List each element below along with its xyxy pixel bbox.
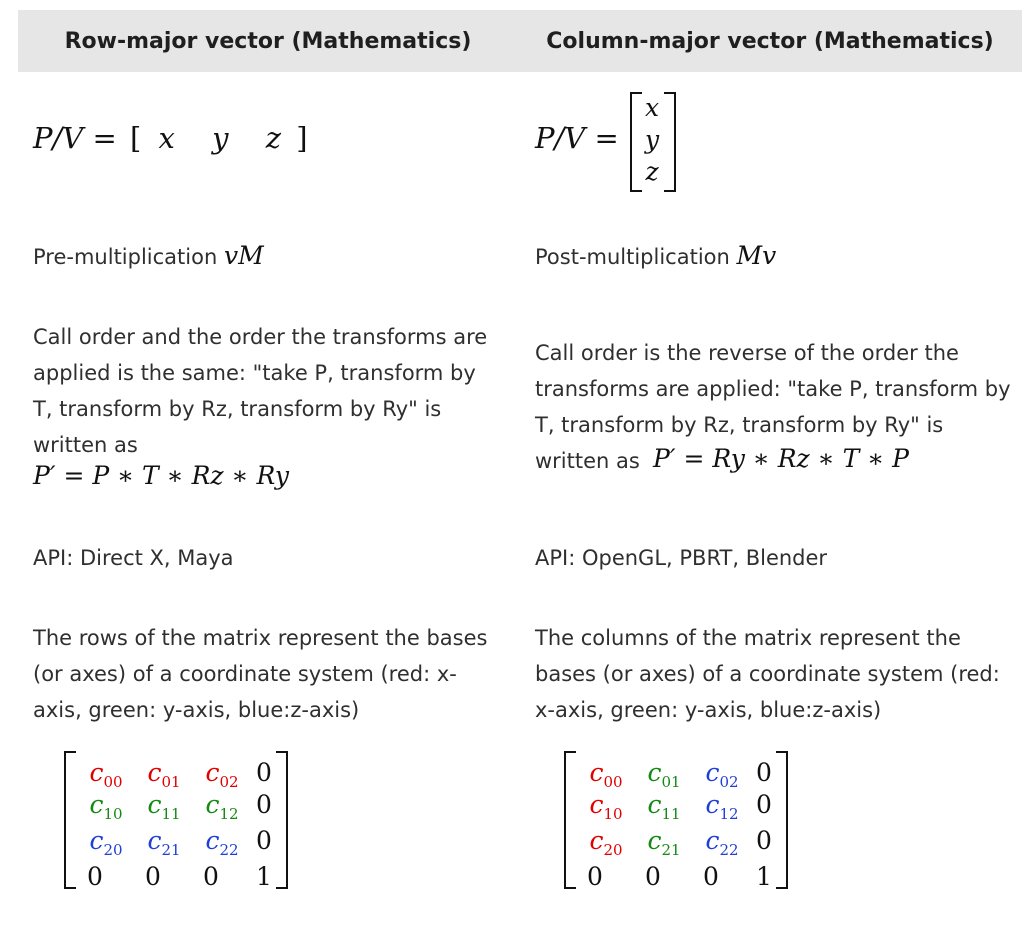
column-major-matrix [564, 751, 788, 889]
matrix-cell-0: 0 [587, 862, 603, 891]
column-major-api: API: OpenGL, PBRT, Blender [535, 546, 828, 570]
matrix-cell-c00: $c_{00}$ [89, 758, 123, 791]
matrix-cell-1: 1 [256, 862, 272, 891]
column-vector-values [645, 92, 659, 188]
matrix-cell-c20: $c_{20}$ [589, 826, 623, 859]
pre-multiplication-label: Pre-multiplication [33, 245, 218, 269]
matrix-cell-c10: $c_{10}$ [589, 790, 623, 823]
column-vector-y: y [645, 125, 660, 154]
matrix-cell-0: 0 [87, 862, 103, 891]
row-major-call-order [33, 319, 488, 463]
matrix-cell-c00: $c_{00}$ [589, 758, 623, 791]
column-vector-left-bracket [630, 92, 642, 192]
matrix-cell-c12: $c_{12}$ [205, 790, 239, 823]
matrix-cell-0: 0 [756, 758, 772, 787]
matrix-cell-0: 0 [645, 862, 661, 891]
matrix-cell-c02: $c_{02}$ [705, 758, 739, 791]
matrix-cell-c11: $c_{11}$ [147, 790, 181, 823]
matrix-cell-c22: $c_{22}$ [705, 826, 739, 859]
row-vector-right-bracket: ] [296, 121, 308, 155]
column-major-header: Column-major vector (Mathematics) [546, 28, 994, 54]
table-header [18, 10, 1022, 72]
matrix-cell-c21: $c_{21}$ [147, 826, 181, 859]
row-vector-left-bracket: [ [129, 121, 142, 155]
matrix-cell-c20: $c_{20}$ [89, 826, 123, 859]
column-major-basis-description: The columns of the matrix represent the bases (or axes) of a coordinate system (red: x-axis, green: y-axis, blue:z-axis) [535, 626, 1000, 722]
row-major-call-order-equation: P′ = P ∗ T ∗ Rz ∗ Ry [33, 461, 289, 490]
matrix-cell-0: 0 [756, 826, 772, 855]
column-vector-label: P/V = [535, 121, 619, 155]
matrix-cell-c22: $c_{22}$ [205, 826, 239, 859]
matrix-cell-0: 0 [145, 862, 161, 891]
matrix-cell-0: 0 [203, 862, 219, 891]
post-multiplication-row [535, 238, 1015, 275]
row-vector-label: P/V = [33, 121, 117, 155]
row-major-matrix [64, 751, 288, 889]
row-vector-equation [33, 118, 308, 158]
matrix-cell-0: 0 [256, 790, 272, 819]
column-major-call-order-text: Call order is the reverse of the order the transforms are applied: "take P, transform by T, transform by Rz, transform by Ry" is written as [535, 341, 1011, 473]
column-vector-x: x [645, 93, 660, 122]
matrix-cell-c10: $c_{10}$ [89, 790, 123, 823]
row-major-call-order-text: Call order and the order the transforms are applied is the same: "take P, transform by T, transform by Rz, transform by Ry" is written as [33, 325, 488, 457]
column-major-call-order-equation: P′ = Ry ∗ Rz ∗ T ∗ P [653, 444, 909, 473]
row-major-header: Row-major vector (Mathematics) [64, 28, 472, 54]
matrix-cell-c02: $c_{02}$ [205, 758, 239, 791]
row-major-api: API: Direct X, Maya [33, 546, 234, 570]
matrix-cell-c11: $c_{11}$ [647, 790, 681, 823]
pre-multiplication-expression: vM [223, 241, 264, 270]
post-multiplication-expression: Mv [736, 241, 777, 270]
matrix-cell-c01: $c_{01}$ [647, 758, 681, 791]
pre-multiplication-row [33, 238, 513, 275]
matrix-cell-c21: $c_{21}$ [647, 826, 681, 859]
column-vector-z: z [645, 157, 659, 186]
row-vector-y: y [212, 121, 229, 155]
row-vector-z: z [265, 121, 281, 155]
column-vector-right-bracket [664, 92, 676, 192]
column-vector-equation [535, 118, 619, 158]
matrix-cell-c12: $c_{12}$ [705, 790, 739, 823]
matrix-cell-0: 0 [256, 826, 272, 855]
matrix-cell-0: 0 [256, 758, 272, 787]
row-vector-x: x [158, 121, 175, 155]
row-major-basis-description: The rows of the matrix represent the bases (or axes) of a coordinate system (red: x-axis, green: y-axis, blue:z-axis) [33, 626, 488, 722]
matrix-cell-c01: $c_{01}$ [147, 758, 181, 791]
post-multiplication-label: Post-multiplication [535, 245, 730, 269]
matrix-cell-1: 1 [756, 862, 772, 891]
matrix-cell-0: 0 [703, 862, 719, 891]
matrix-cell-0: 0 [756, 790, 772, 819]
